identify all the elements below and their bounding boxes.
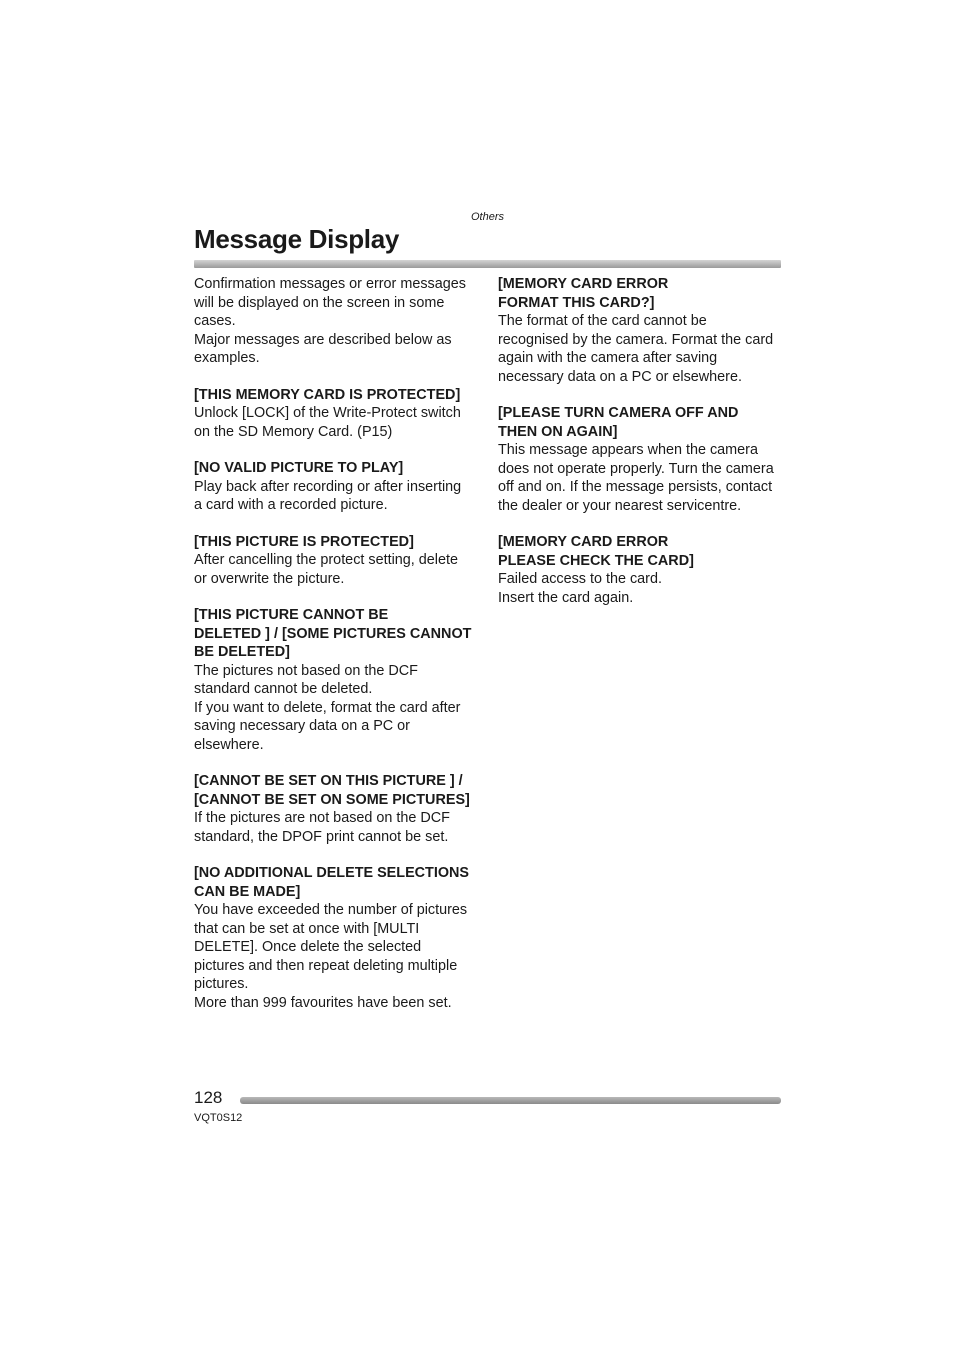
message-description: If you want to delete, format the card after saving necessary data on a PC or elsewhere. (194, 699, 461, 753)
intro-paragraph: Major messages are described below as examples. (194, 331, 452, 366)
message-heading: [NO ADDITIONAL DELETE SELECTIONS CAN BE MADE] (194, 865, 470, 900)
message-turn-camera-off (498, 404, 783, 515)
message-description: This message appears when the camera does not operate properly. Turn the camera off and on. If the message persists, contact the dealer or your nearest servicentre. (498, 442, 774, 514)
title-underline (194, 260, 781, 268)
page-number: 128 (194, 1088, 223, 1107)
message-format-card (498, 275, 783, 386)
message-description: More than 999 favourites have been set. (194, 994, 452, 1011)
message-cannot-set (194, 772, 484, 846)
message-heading: [MEMORY CARD ERROR FORMAT THIS CARD?] (498, 276, 669, 311)
message-heading: [PLEASE TURN CAMERA OFF AND THEN ON AGAIN] (498, 405, 739, 440)
right-column (498, 275, 783, 625)
message-picture-protected (194, 533, 484, 589)
section-label: Others (471, 211, 505, 223)
message-description: If the pictures are not based on the DCF standard, the DPOF print cannot be set. (194, 810, 450, 845)
message-cannot-delete (194, 606, 484, 754)
document-code: VQT0S12 (194, 1112, 243, 1124)
message-description: You have exceeded the number of pictures that can be set at once with [MULTI DELETE]. Once delete the selected pictures and then repeat deleting multiple pictures. (194, 902, 468, 992)
intro (194, 275, 484, 368)
intro-paragraph: Confirmation messages or error messages will be displayed on the screen in some cases. (194, 276, 466, 329)
message-description: The pictures not based on the DCF standard cannot be deleted. (194, 662, 418, 697)
message-heading: [MEMORY CARD ERROR PLEASE CHECK THE CARD] (498, 534, 694, 569)
message-description: After cancelling the protect setting, delete or overwrite the picture. (194, 552, 458, 587)
message-no-additional-delete (194, 864, 484, 1012)
message-description: Unlock [LOCK] of the Write-Protect switch on the SD Memory Card. (P15) (194, 405, 461, 440)
message-heading: [THIS MEMORY CARD IS PROTECTED] (194, 386, 461, 403)
footer-rule (240, 1097, 781, 1104)
message-heading: [THIS PICTURE CANNOT BE DELETED ] / [SOME PICTURES CANNOT BE DELETED] (194, 607, 472, 660)
message-description: Play back after recording or after inserting a card with a recorded picture. (194, 478, 462, 513)
message-no-valid-picture (194, 459, 484, 515)
message-description: Insert the card again. (498, 589, 634, 606)
message-description: The format of the card cannot be recognised by the camera. Format the card again with the camera after saving necessary data on a PC or elsewhere. (498, 313, 774, 385)
message-heading: [CANNOT BE SET ON THIS PICTURE ] / [CANNOT BE SET ON SOME PICTURES] (194, 773, 470, 808)
page-title: Message Display (194, 224, 400, 254)
message-check-card (498, 533, 783, 607)
message-protected-card (194, 386, 484, 442)
left-column (194, 275, 484, 1030)
message-description: Failed access to the card. (498, 571, 662, 587)
message-heading: [THIS PICTURE IS PROTECTED] (194, 533, 414, 550)
message-heading: [NO VALID PICTURE TO PLAY] (194, 460, 404, 476)
